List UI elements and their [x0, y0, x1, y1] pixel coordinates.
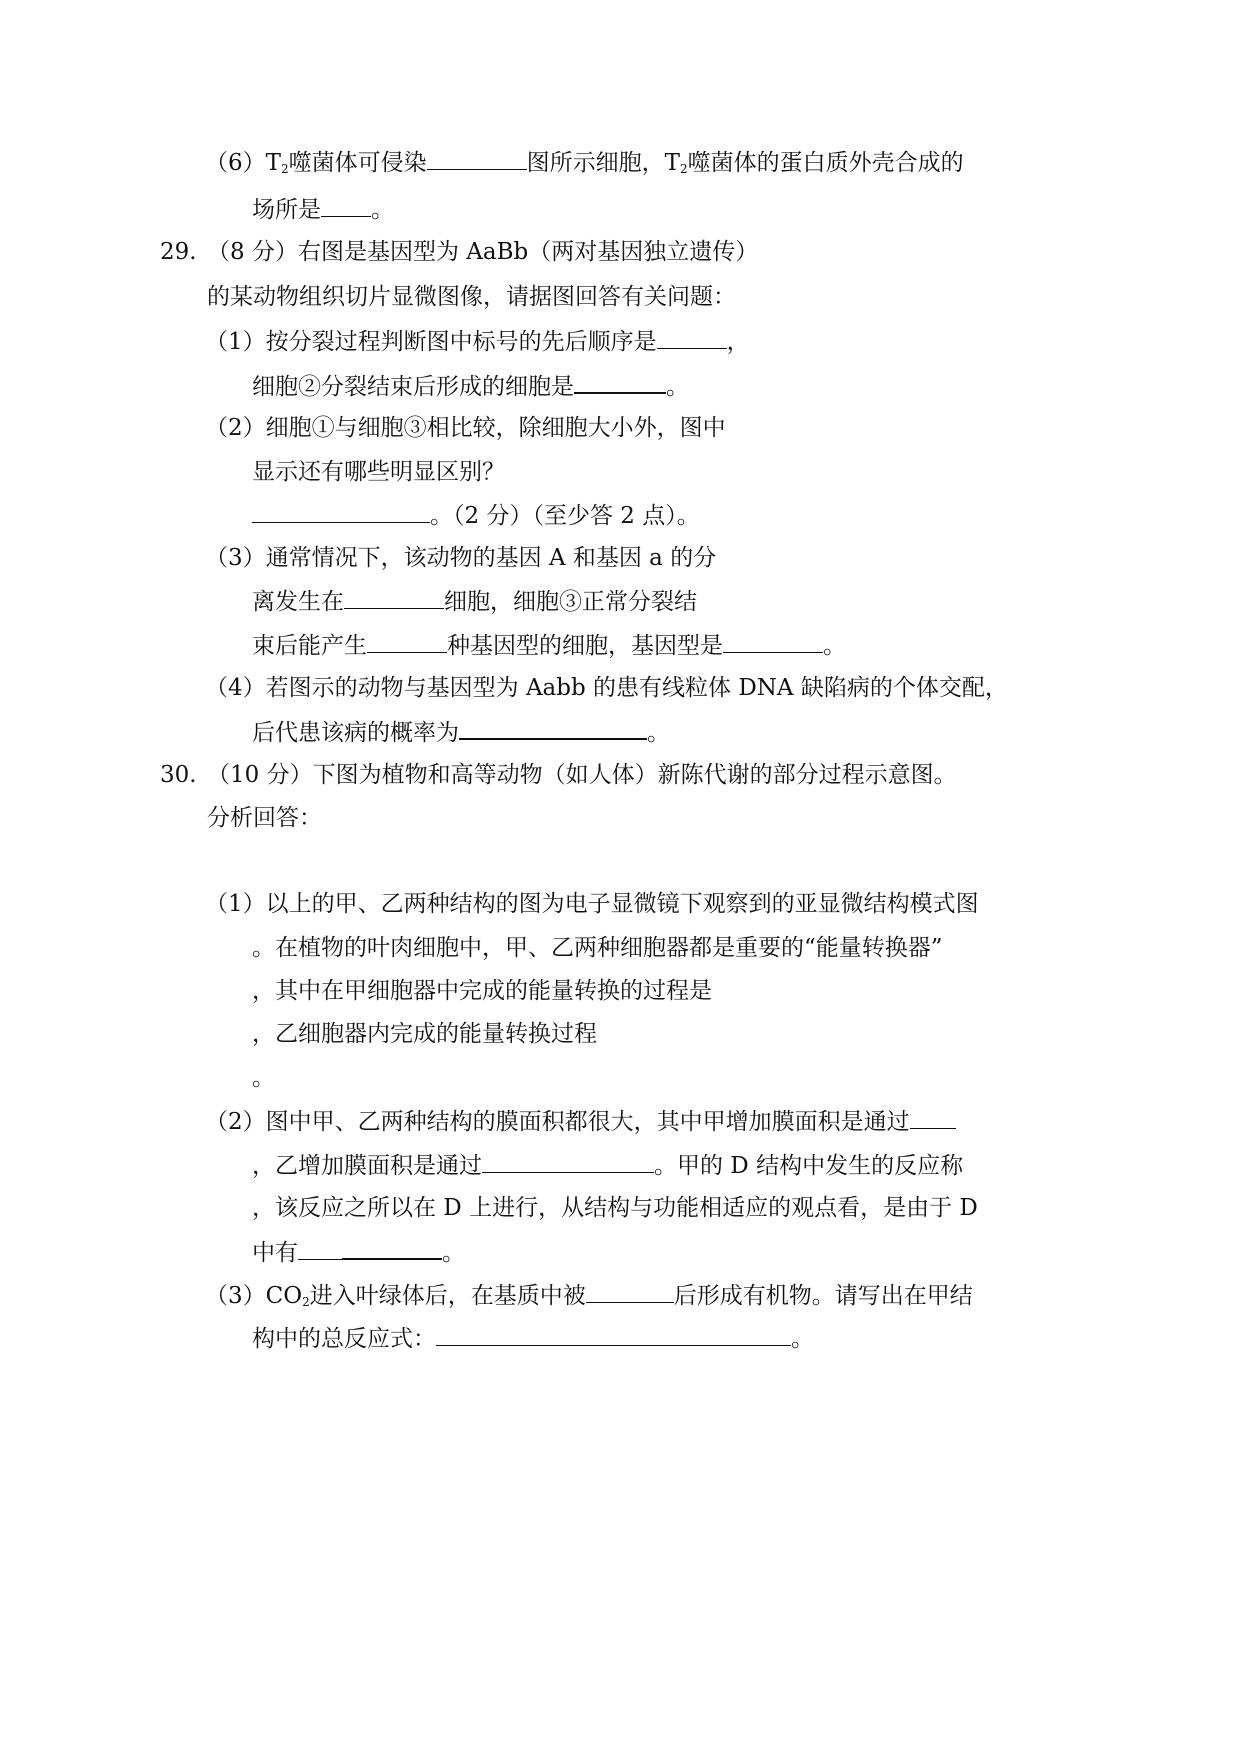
- q29-4-line1: [205, 671, 1008, 705]
- q30-1-line2: [252, 931, 943, 965]
- q30-2-line3: [252, 1191, 978, 1225]
- answer-blank[interactable]: [367, 628, 447, 653]
- q29-header: [160, 235, 758, 269]
- period: 。: [666, 374, 689, 400]
- q30-1-text-a: 以上的甲、乙两种结构的图为电子显微镜下观察到的亚显微结构模式图: [265, 891, 979, 917]
- q30-number: 30.: [160, 762, 197, 788]
- q30-2-text-d: ，该反应之所以在 D 上进行，从结构与功能相适应的观点看，是由于 D: [252, 1195, 978, 1221]
- answer-blank[interactable]: [723, 628, 823, 653]
- answer-blank[interactable]: [482, 1148, 654, 1173]
- q29-2-line2: [252, 455, 505, 489]
- period: 。: [791, 1326, 814, 1352]
- q30-1-text-c: ，其中在甲细胞器中完成的能量转换的过程是: [252, 978, 712, 1004]
- answer-blank[interactable]: [252, 498, 430, 523]
- q30-header-text: （10 分）下图为植物和高等动物（如人体）新陈代谢的部分过程示意图。: [207, 762, 957, 788]
- q30-2-line4: [252, 1234, 465, 1268]
- q30-3-text-a: 进入叶绿体后，在基质中被: [309, 1283, 586, 1309]
- t2-symbol: $T_2$: [265, 150, 289, 176]
- q29-3-line2: [252, 584, 697, 618]
- answer-blank[interactable]: [910, 1104, 956, 1129]
- q29-3-text-a: 通常情况下，该动物的基因 A 和基因 a 的分: [265, 545, 717, 571]
- comma: ，: [726, 329, 750, 355]
- q29-1-line1: [205, 324, 750, 358]
- answer-blank[interactable]: [344, 584, 444, 609]
- q30-1-text-b: 。在植物的叶肉细胞中，甲、乙两种细胞器都是重要的“能量转换器”: [252, 935, 943, 961]
- q28-6-line2: [252, 192, 394, 226]
- q30-3-text-b: 后形成有机物。请写出在甲结: [673, 1283, 973, 1309]
- q28-6-text-b: 图所示细胞，: [526, 150, 665, 176]
- q29-3-text-c: 细胞，细胞③正常分裂结: [444, 589, 697, 615]
- answer-blank[interactable]: [321, 192, 371, 217]
- q29-3-text-e: 种基因型的细胞，基因型是: [447, 633, 723, 659]
- answer-blank[interactable]: [657, 324, 727, 349]
- q29-4-text-b: 后代患该病的概率为: [252, 720, 459, 746]
- q28-6-line1: [205, 145, 964, 179]
- q28-6-text-a: 噬菌体可侵染: [288, 150, 427, 176]
- q29-1-label: （1）: [205, 329, 266, 355]
- q30-3-label: （3）: [205, 1283, 266, 1309]
- answer-blank[interactable]: [436, 1321, 791, 1346]
- period: 。: [442, 1240, 465, 1266]
- q29-4-label: （4）: [205, 675, 266, 701]
- q28-6-text-d: 场所是: [252, 197, 321, 223]
- q30-header2: [207, 801, 322, 835]
- q29-header-text-2: 的某动物组织切片显微图像，请据图回答有关问题：: [207, 284, 736, 310]
- answer-blank[interactable]: [427, 145, 527, 170]
- answer-blank[interactable]: [459, 714, 647, 740]
- q28-6-text-c: 噬菌体的蛋白质外壳合成的: [687, 150, 964, 176]
- q29-1-text-b: 细胞②分裂结束后形成的细胞是: [252, 374, 574, 400]
- q30-header: [160, 758, 957, 792]
- q30-2-label: （2）: [205, 1109, 266, 1135]
- co2-symbol: $CO_2$: [265, 1283, 310, 1309]
- q30-1-text-d: ，乙细胞器内完成的能量转换过程: [252, 1021, 597, 1047]
- q30-3-text-c: 构中的总反应式：: [252, 1326, 436, 1352]
- answer-blank[interactable]: [586, 1278, 674, 1303]
- q29-2-text-c: 。（2 分）（至少答 2 点）。: [430, 503, 700, 529]
- q28-6-label: （6）: [205, 150, 266, 176]
- answer-blank[interactable]: [342, 1234, 442, 1260]
- q30-1-line4: [252, 1017, 597, 1051]
- q29-2-label: （2）: [205, 415, 266, 441]
- q30-1-line1: [205, 887, 979, 921]
- answer-blank[interactable]: [298, 1235, 342, 1260]
- q29-1-text-a: 按分裂过程判断图中标号的先后顺序是: [265, 329, 657, 355]
- q30-2-text-e: 中有: [252, 1240, 298, 1266]
- q29-header-text: （8 分）右图是基因型为 AaBb（两对基因独立遗传）: [207, 239, 759, 265]
- q30-1-line3: [252, 974, 712, 1008]
- q29-4-line2: [252, 714, 670, 748]
- q29-4-text-a: 若图示的动物与基因型为 Aabb 的患有线粒体 DNA 缺陷病的个体交配，: [265, 675, 1008, 701]
- q29-2-line3: [252, 498, 700, 532]
- q29-3-text-b: 离发生在: [252, 589, 344, 615]
- q30-1-line5: [252, 1061, 275, 1095]
- q29-1-line2: [252, 368, 689, 402]
- q29-3-text-d: 束后能产生: [252, 633, 367, 659]
- q29-number: 29.: [160, 239, 197, 265]
- q30-header-text-2: 分析回答：: [207, 805, 322, 831]
- q29-2-text-b: 显示还有哪些明显区别？: [252, 459, 505, 485]
- q30-2-line2: [252, 1148, 963, 1182]
- q30-2-text-a: 图中甲、乙两种结构的膜面积都很大，其中甲增加膜面积是通过: [265, 1109, 910, 1135]
- q29-2-line1: [205, 411, 726, 445]
- q30-3-line2: [252, 1321, 814, 1355]
- q30-3-line1: [205, 1278, 973, 1312]
- q30-2-line1: [205, 1104, 956, 1138]
- answer-blank[interactable]: [574, 368, 666, 394]
- q29-3-line1: [205, 541, 716, 575]
- period: 。: [252, 1065, 275, 1091]
- q30-2-text-b: ，乙增加膜面积是通过: [252, 1153, 482, 1179]
- q29-3-line3: [252, 628, 846, 662]
- q29-header2: [207, 280, 736, 314]
- t2-symbol: $T_2$: [664, 150, 688, 176]
- period: 。: [823, 633, 846, 659]
- q30-2-text-c: 。甲的 D 结构中发生的反应称: [654, 1153, 964, 1179]
- q29-2-text-a: 细胞①与细胞③相比较，除细胞大小外，图中: [265, 415, 726, 441]
- period: 。: [371, 197, 394, 223]
- q30-1-label: （1）: [205, 891, 266, 917]
- q29-3-label: （3）: [205, 545, 266, 571]
- period: 。: [647, 720, 670, 746]
